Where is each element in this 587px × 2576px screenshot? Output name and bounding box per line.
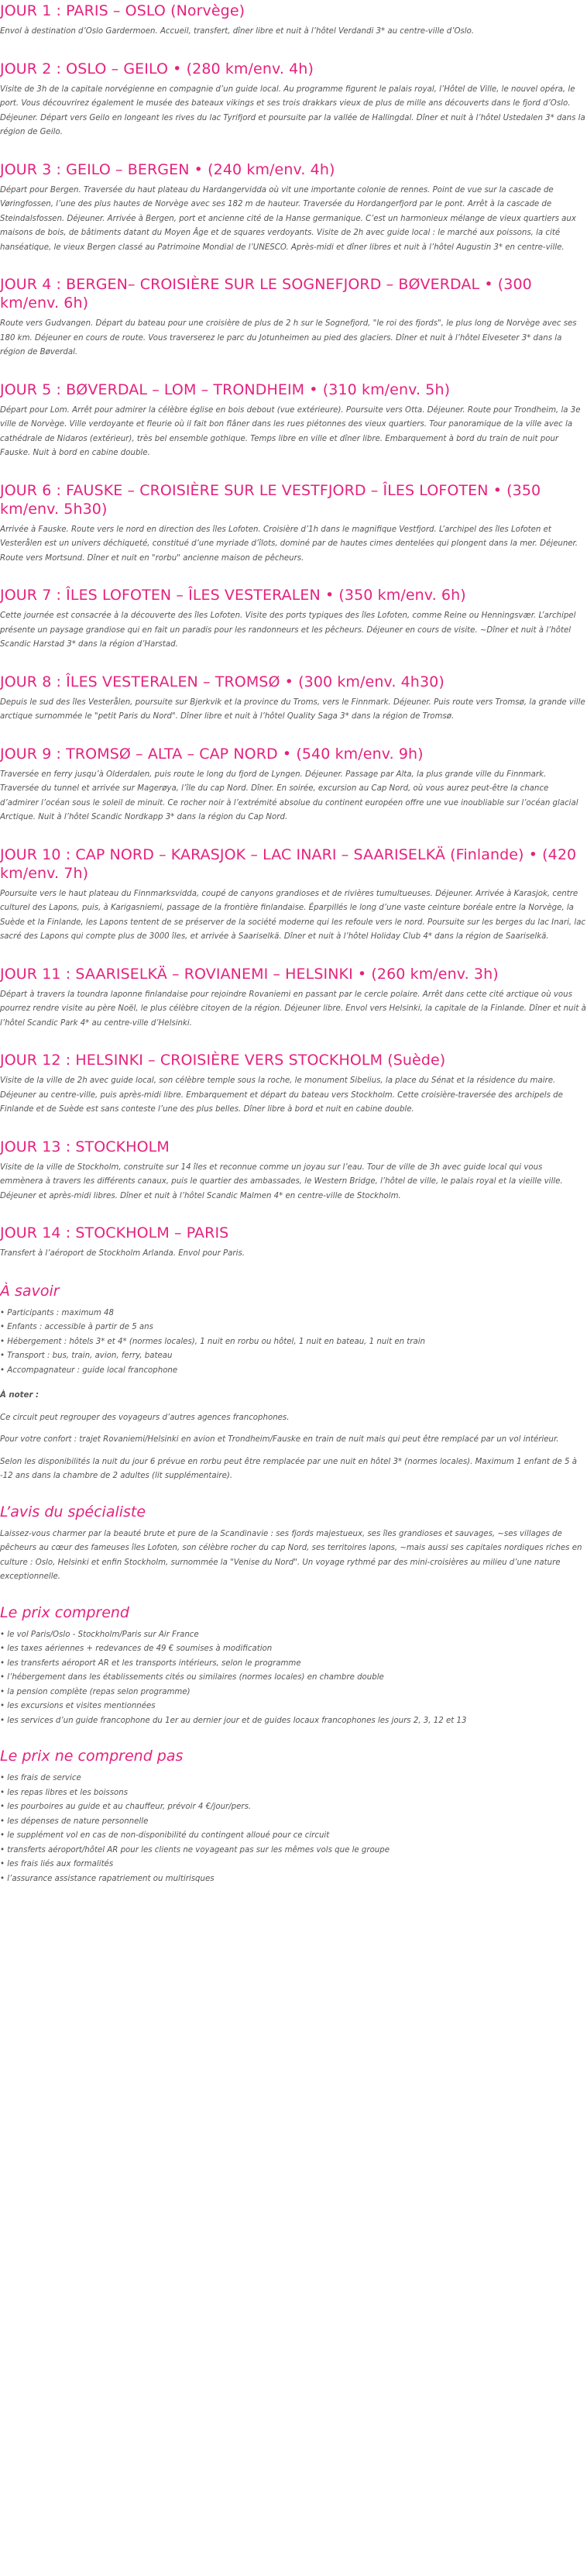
day-block [0, 381, 587, 461]
day-title: JOUR 9 : TROMSØ – ALTA – CAP NORD • (540 km/env. 9h) [0, 745, 424, 763]
day-block [0, 586, 587, 653]
list-item: • le supplément vol en cas de non-disponibilité du contingent alloué pour ce circuit [0, 1829, 587, 1844]
day-text: Depuis le sud des îles Vesterålen, poursuite sur Bjerkvik et la province du Troms, vers le Finnmark. Déjeuner. Puis route vers Tromsø, la grande ville arctique surnommée le "petit Paris du Nord". Dîner libre et nuit à l’hôtel Quality Saga 3* dans la région de Tromsø. [0, 697, 585, 721]
day-block [0, 60, 587, 140]
list-item: • l’hébergement dans les établissements cités ou similaires (normes locales) en chambre double [0, 1671, 587, 1686]
note-lines [0, 1411, 587, 1484]
day-block [0, 1138, 587, 1204]
list-item: • Transport : bus, train, avion, ferry, bateau [0, 1349, 587, 1364]
day-title: JOUR 2 : OSLO – GEILO • (280 km/env. 4h) [0, 60, 314, 77]
day-block [0, 481, 587, 567]
day-text: Visite de la ville de 2h avec guide local, son célèbre temple sous la roche, le monument Sibelius, la place du Sénat et la résidence du maire. Déjeuner au centre-ville, puis après-midi libre. Embarquement et départ du bateau vers Stockholm. Cette croisière-traversée des archipels de Finlande et de Suède est sans conteste l’une des plus belles. Dîner libre à bord et nuit en cabine double. [0, 1076, 563, 1114]
a-savoir-section [0, 1282, 587, 1484]
note-line: Selon les disponibilités la nuit du jour 6 prévue en rorbu peut être remplacée par une nuit en hôtel 3* (normes locales). Maximum 1 enfant de 5 à -12 ans dans la chambre de 2 adultes (lit supplémentaire). [0, 1457, 577, 1480]
list-item: • l’assurance assistance rapatriement ou multirisques [0, 1872, 587, 1887]
day-block [0, 1224, 587, 1262]
day-block [0, 845, 587, 945]
list-item: • les frais liés aux formalités [0, 1858, 587, 1872]
day-text: Départ pour Bergen. Traversée du haut plateau du Hardangervidda où vit une importante colonie de rennes. Point de vue sur la cascade de Vøringfossen, l’une des plus hautes de Norvège avec ses 182 m de hauteur. Traversée du Hordangerfjord par le pont. Arrêt à la cascade de Steindalsfossen. Déjeuner. Arrivée à Bergen, port et ancienne cité de la Hanse germanique. C’est un harmonieux mélange de vieux quartiers aux maisons de bois, de bâtiments datant du Moyen Âge et de squares verdoyants. Visite de 2h avec guide local : le marché aux poissons, la cité hanséatique, le vieux Bergen classé au Patrimoine Mondial de l’UNESCO. Après-midi et dîner libres et nuit à l’hôtel Augustin 3* en centre-ville. [0, 185, 576, 252]
day-text: Visite de 3h de la capitale norvégienne en compagnie d’un guide local. Au programme figurent le palais royal, l’Hôtel de Ville, le nouvel opéra, le port. Vous découvrirez également le musée des bateaux vikings et ses trois drakkars vieux de plus de mille ans découverts dans le fjord d’Oslo. Déjeuner. Départ vers Geilo en longeant les rives du lac Tyrifjord et poursuite par la vallée de Hallingdal. Dîner et nuit à l’hôtel Ustedalen 3* dans la région de Geilo. [0, 84, 585, 136]
day-block [0, 745, 587, 825]
day-text: Visite de la ville de Stockholm, construite sur 14 îles et reconnue comme un joyau sur l’eau. Tour de ville de 3h avec guide local qui vous emmènera à travers les différents canaux, puis le quartier des ambassades, le Western Bridge, l’hôtel de ville, le palais royal et la vieille ville. Déjeuner et après-midi libres. Dîner et nuit à l’hôtel Scandic Malmen 4* en centre-ville de Stockholm. [0, 1162, 563, 1200]
list-item: • les repas libres et les boissons [0, 1786, 587, 1801]
list-item: • les services d’un guide francophone du 1er au dernier jour et de guides locaux francophones les jours 2, 3, 12 et 13 [0, 1714, 587, 1729]
note-line: Pour votre confort : trajet Rovaniemi/Helsinki en avion et Trondheim/Fauske en train de nuit mais qui peut être remplacé par un vol intérieur. [0, 1435, 559, 1444]
prix-ne-comprend-list [0, 1772, 587, 1886]
list-item: • transferts aéroport/hôtel AR pour les clients ne voyageant pas sur les mêmes vols que le groupe [0, 1844, 587, 1858]
list-item: • Hébergement : hôtels 3* et 4* (normes locales), 1 nuit en rorbu ou hôtel, 1 nuit en bateau, 1 nuit en train [0, 1335, 587, 1350]
list-item: • les pourboires au guide et au chauffeur, prévoir 4 €/jour/pers. [0, 1800, 587, 1815]
day-block [0, 2, 587, 40]
day-text: Départ pour Lom. Arrêt pour admirer la célèbre église en bois debout (vue extérieure). Poursuite vers Otta. Déjeuner. Route pour Trondheim, la 3e ville de Norvège. Ville verdoyante et fleurie où il fait bon flâner dans les rues piétonnes des vieux quartiers. Tour panoramique de la ville avec la cathédrale de Nidaros (extérieur), très bel ensemble gothique. Temps libre en ville et dîner libre. Embarquement à bord du train de nuit pour Fauske. Nuit à bord en cabine double. [0, 405, 581, 457]
day-text: Route vers Gudvangen. Départ du bateau pour une croisière de plus de 2 h sur le Sognefjord, "le roi des fjords", le plus long de Norvège avec ses 180 km. Déjeuner en cours de route. Vous traverserez le parc du Jotunheimen au pied des glaciers. Dîner et nuit à l’hôtel Elveseter 3* dans la région de Bøverdal. [0, 319, 577, 356]
day-title: JOUR 5 : BØVERDAL – LOM – TRONDHEIM • (310 km/env. 5h) [0, 381, 451, 398]
day-text: Poursuite vers le haut plateau du Finnmarksvidda, coupé de canyons grandioses et de rivières tumultueuses. Déjeuner. Arrivée à Karasjok, centre culturel des Lapons, puis, à Karigasniemi, passage de la frontière finlandaise. Éparpillés le long d’une vaste ceinture boréale entre la Norvège, la Suède et la Finlande, les Lapons tentent de se préserver de la société moderne qui les refoule vers le nord. Poursuite sur les berges du lac Inari, lac sacré des Lapons qui compte plus de 3000 îles, et arrivée à Saariselkä. Dîner et nuit à l’hôtel Holiday Club 4* dans la région de Saariselkä. [0, 889, 586, 941]
note-title: À noter : [0, 1391, 39, 1400]
list-item: • les excursions et visites mentionnées [0, 1700, 587, 1714]
prix-ne-comprend-title: Le prix ne comprend pas [0, 1748, 184, 1765]
day-title: JOUR 6 : FAUSKE – CROISIÈRE SUR LE VESTFJORD – ÎLES LOFOTEN • (350 km/env. 5h30) [0, 481, 541, 518]
prix-ne-comprend-section [0, 1747, 587, 1886]
prix-comprend-title: Le prix comprend [0, 1603, 129, 1621]
day-title: JOUR 3 : GEILO – BERGEN • (240 km/env. 4h) [0, 160, 335, 178]
day-text: Départ à travers la toundra laponne finlandaise pour rejoindre Rovaniemi en passant par le cercle polaire. Arrêt dans cette cité arctique où vous pourrez rendre visite au père Noël, le plus célèbre citoyen de la région. Déjeuner libre. Envol vers Helsinki, la capitale de la Finlande. Dîner et nuit à l’hôtel Scandic Park 4* au centre-ville d’Helsinki. [0, 990, 586, 1028]
avis-specialiste-text: Laissez-vous charmer par la beauté brute et pure de la Scandinavie : ses fjords majestueux, ses îles grandioses et sauvages, ~ses villages de pêcheurs au cœur des fameuses îles Lofoten, son célèbre rocher du cap Nord, ses territoires lapons, ~mais aussi ses capitales nordiques riches en culture : Oslo, Helsinki et enfin Stockholm, surnommée la "Venise du Nord". Un voyage rythmé par des mini-croisières au milieu d’une nature exceptionnelle. [0, 1529, 582, 1581]
avis-specialiste-title: L’avis du spécialiste [0, 1503, 146, 1520]
day-text: Transfert à l’aéroport de Stockholm Arlanda. Envol pour Paris. [0, 1249, 245, 1258]
day-title: JOUR 11 : SAARISELKÄ – ROVIANEMI – HELSINKI • (260 km/env. 3h) [0, 965, 499, 983]
day-block [0, 673, 587, 725]
note-line: Ce circuit peut regrouper des voyageurs d’autres agences francophones. [0, 1413, 290, 1422]
list-item: • les frais de service [0, 1772, 587, 1786]
day-block [0, 1051, 587, 1118]
prix-comprend-list [0, 1628, 587, 1729]
list-item: • Accompagnateur : guide local francophone [0, 1364, 587, 1379]
list-item: • Participants : maximum 48 [0, 1307, 587, 1321]
list-item: • les transferts aéroport AR et les transports intérieurs, selon le programme [0, 1657, 587, 1672]
day-title: JOUR 1 : PARIS – OSLO (Norvège) [0, 2, 245, 19]
day-block [0, 275, 587, 360]
day-title: JOUR 12 : HELSINKI – CROISIÈRE VERS STOCKHOLM (Suède) [0, 1052, 446, 1069]
itinerary [0, 2, 587, 1262]
list-item: • le vol Paris/Oslo - Stockholm/Paris sur Air France [0, 1628, 587, 1643]
day-title: JOUR 8 : ÎLES VESTERALEN – TROMSØ • (300 km/env. 4h30) [0, 673, 445, 690]
a-savoir-list [0, 1307, 587, 1379]
day-text: Arrivée à Fauske. Route vers le nord en direction des îles Lofoten. Croisière d’1h dans le magnifique Vestfjord. L’archipel des îles Lofoten et Vesterålen est un univers déchiqueté, constitué d’une myriade d’îlots, dominé par de hautes cimes dentelées qui plongent dans la mer. Déjeuner. Route vers Mortsund. Dîner et nuit en "rorbu" ancienne maison de pêcheurs. [0, 525, 578, 563]
day-title: JOUR 13 : STOCKHOLM [0, 1138, 170, 1155]
day-text: Envol à destination d’Oslo Gardermoen. Accueil, transfert, dîner libre et nuit à l’hôtel Verdandi 3* au centre-ville d’Oslo. [0, 27, 475, 36]
list-item: • la pension complète (repas selon programme) [0, 1686, 587, 1700]
day-text: Cette journée est consacrée à la découverte des îles Lofoten. Visite des ports typiques des îles Lofoten, comme Reine ou Henningsvær. L’archipel présente un paysage grandiose qui en fait un paradis pour les randonneurs et les pêcheurs. Déjeuner en cours de visite. ~Dîner et nuit à l’hôtel Scandic Harstad 3* dans la région d’Harstad. [0, 611, 576, 649]
prix-comprend-section [0, 1603, 587, 1729]
day-title: JOUR 7 : ÎLES LOFOTEN – ÎLES VESTERALEN • (350 km/env. 6h) [0, 587, 466, 604]
a-savoir-title: À savoir [0, 1282, 60, 1300]
list-item: • les dépenses de nature personnelle [0, 1815, 587, 1830]
day-block [0, 160, 587, 256]
day-title: JOUR 10 : CAP NORD – KARASJOK – LAC INARI – SAARISELKÄ (Finlande) • (420 km/env. 7h) [0, 845, 577, 882]
day-block [0, 965, 587, 1031]
list-item: • les taxes aériennes + redevances de 49 € soumises à modification [0, 1642, 587, 1657]
day-title: JOUR 14 : STOCKHOLM – PARIS [0, 1224, 229, 1242]
list-item: • Enfants : accessible à partir de 5 ans [0, 1321, 587, 1335]
day-title: JOUR 4 : BERGEN– CROISIÈRE SUR LE SOGNEFJORD – BØVERDAL • (300 km/env. 6h) [0, 276, 532, 312]
day-text: Traversée en ferry jusqu’à Olderdalen, puis route le long du fjord de Lyngen. Déjeuner. Passage par Alta, la plus grande ville du Finnmark. Traversée du tunnel et arrivée sur Magerøya, l’île du cap Nord. Dîner. En soirée, excursion au Cap Nord, où vous aurez peut-être la chance d’admirer l’océan sous le soleil de minuit. Ce rocher noir à l’extrémité absolue du continent européen offre une vue inoubliable sur l’océan glacial Arctique. Nuit à l’hôtel Scandic Nordkapp 3* dans la région du Cap Nord. [0, 770, 578, 821]
avis-specialiste-section [0, 1503, 587, 1585]
note-block [0, 1389, 587, 1484]
